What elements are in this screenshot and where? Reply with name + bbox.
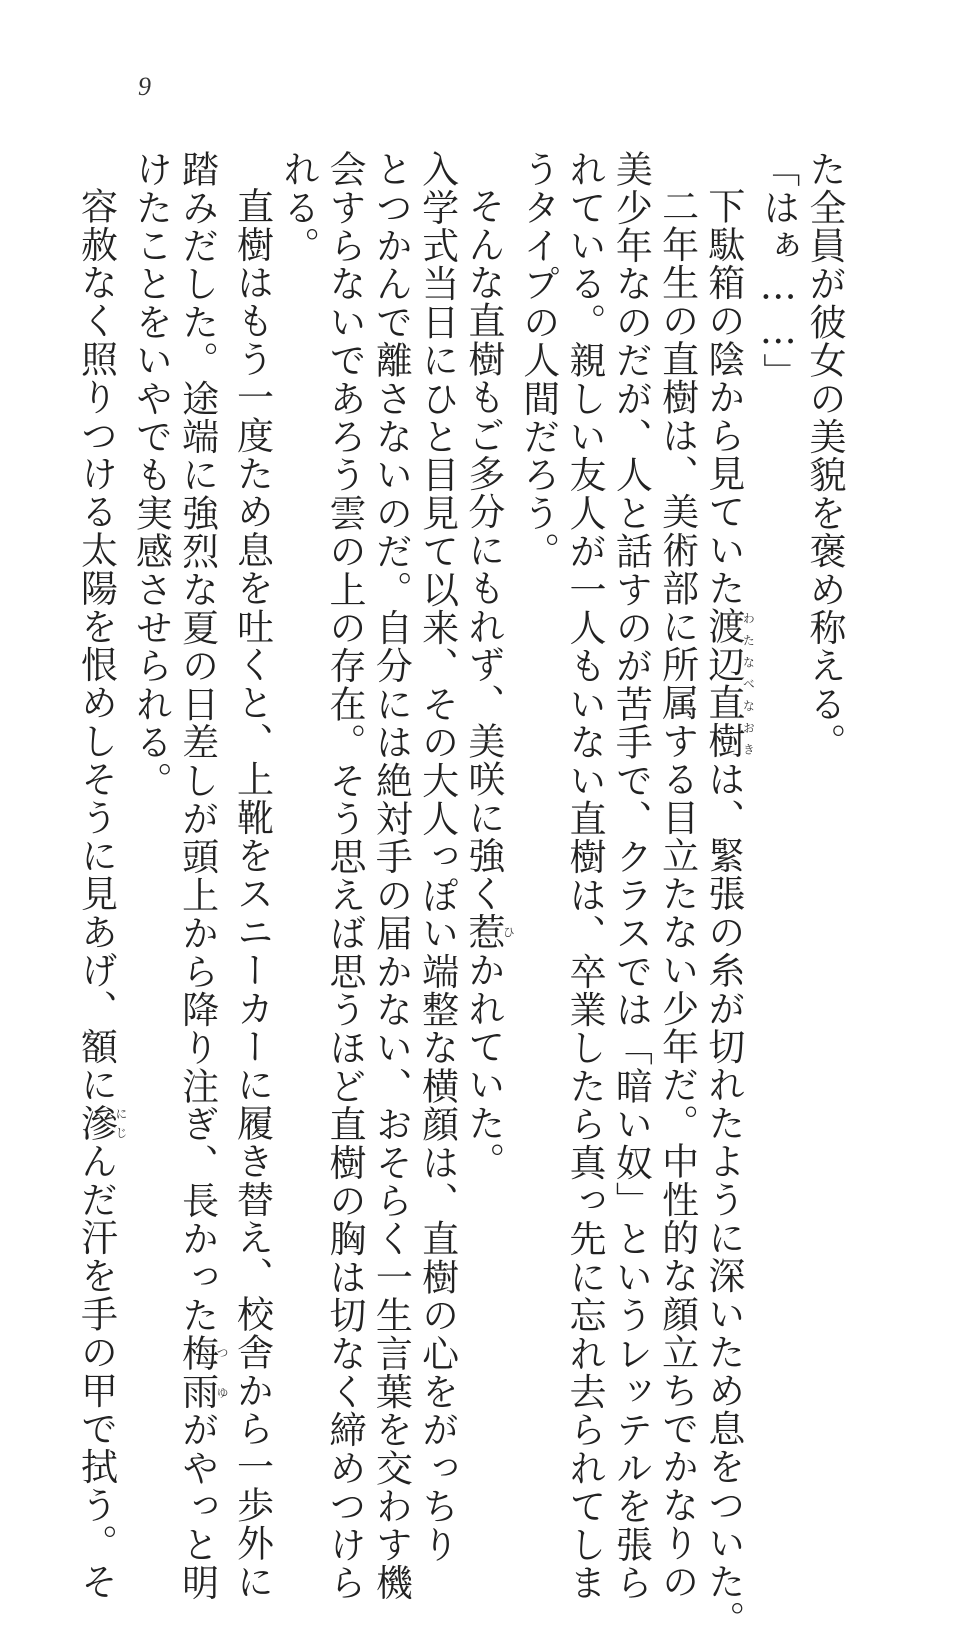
ruby-word bbox=[74, 1103, 129, 1143]
text-column bbox=[460, 150, 515, 1280]
ruby-word bbox=[461, 912, 516, 952]
text-column bbox=[700, 150, 756, 1639]
text-column bbox=[607, 150, 653, 1602]
text-segment: 美少年なのだが、人と話すのが苦手で、クラスでは「暗い奴」というレッテルを張ら bbox=[609, 150, 653, 1602]
text-segment: 容赦なく照りつける太陽を恨めしそうに見あげ、額に bbox=[74, 187, 118, 1104]
text-segment: 会すらないであろう雲の上の存在。そう思えば思うほど直樹の胸は切なく締めつけら bbox=[323, 150, 367, 1602]
ruby-base: 滲 bbox=[74, 1103, 118, 1143]
text-column bbox=[228, 150, 274, 1601]
ruby-base: 惹 bbox=[461, 912, 505, 952]
text-segment: 二年生の直樹は、美術部に所属する目立たない少年だ。中性的な顔立ちでかなりの bbox=[655, 187, 699, 1601]
text-column bbox=[653, 150, 699, 1601]
text-column bbox=[413, 150, 459, 1564]
text-segment: とつかんで離さないのだ。自分には絶対手の届かない、おそらく一生言葉を交わす機 bbox=[369, 150, 413, 1602]
text-column bbox=[173, 150, 230, 1602]
text-segment: れる。 bbox=[276, 150, 320, 265]
text-column bbox=[561, 150, 607, 1602]
ruby-word bbox=[175, 1334, 230, 1411]
body-text bbox=[72, 150, 847, 1639]
ruby-reading: ひ bbox=[501, 912, 516, 951]
text-segment: た全員が彼女の美貌を褒め称える。 bbox=[803, 150, 846, 762]
text-column bbox=[321, 150, 367, 1602]
text-segment: けたことをいやでも実感させられる。 bbox=[129, 150, 173, 800]
ruby-word bbox=[701, 607, 756, 761]
text-segment: 下駄箱の陰から見ていた bbox=[701, 187, 745, 608]
text-segment: うタイプの人間だろう。 bbox=[516, 150, 560, 571]
text-column bbox=[274, 150, 320, 1280]
ruby-reading: つゆ bbox=[215, 1334, 230, 1411]
text-column bbox=[801, 150, 847, 1280]
text-segment: れている。親しい友人が一人もいない直樹は、卒業したら真っ先に忘れ去られてしま bbox=[563, 150, 607, 1602]
text-segment: 入学式当日にひと目見て以来、その大人っぽい端整な横顔は、直樹の心をがっちり bbox=[415, 150, 459, 1564]
text-segment: 直樹はもう一度ため息を吐くと、上靴をスニーカーに履き替え、校舎から一歩外に bbox=[230, 187, 274, 1601]
text-segment: は、緊張の糸が切れたように深いため息をついた。 bbox=[701, 760, 745, 1639]
ruby-reading: わたなべなおき bbox=[741, 607, 756, 760]
text-segment: がやっと明 bbox=[175, 1410, 219, 1602]
text-column bbox=[127, 150, 173, 1280]
text-column bbox=[367, 150, 413, 1602]
text-segment: 踏みだした。途端に強烈な夏の日差しが頭上から降り注ぎ、長かった bbox=[175, 150, 219, 1335]
text-segment: かれていた。 bbox=[461, 951, 505, 1181]
ruby-reading: にじ bbox=[114, 1103, 129, 1143]
page-number: 9 bbox=[138, 72, 151, 101]
text-column bbox=[72, 150, 129, 1601]
ruby-base: 梅雨 bbox=[175, 1334, 219, 1411]
text-column bbox=[514, 150, 560, 1280]
text-column bbox=[754, 150, 800, 1280]
text-segment: そんな直樹もご多分にもれず、美咲に強く bbox=[461, 187, 505, 913]
text-segment: 「はぁ……」 bbox=[756, 150, 800, 392]
ruby-base: 渡辺直樹 bbox=[701, 607, 745, 761]
text-segment: んだ汗を手の甲で拭う。そ bbox=[74, 1142, 118, 1601]
